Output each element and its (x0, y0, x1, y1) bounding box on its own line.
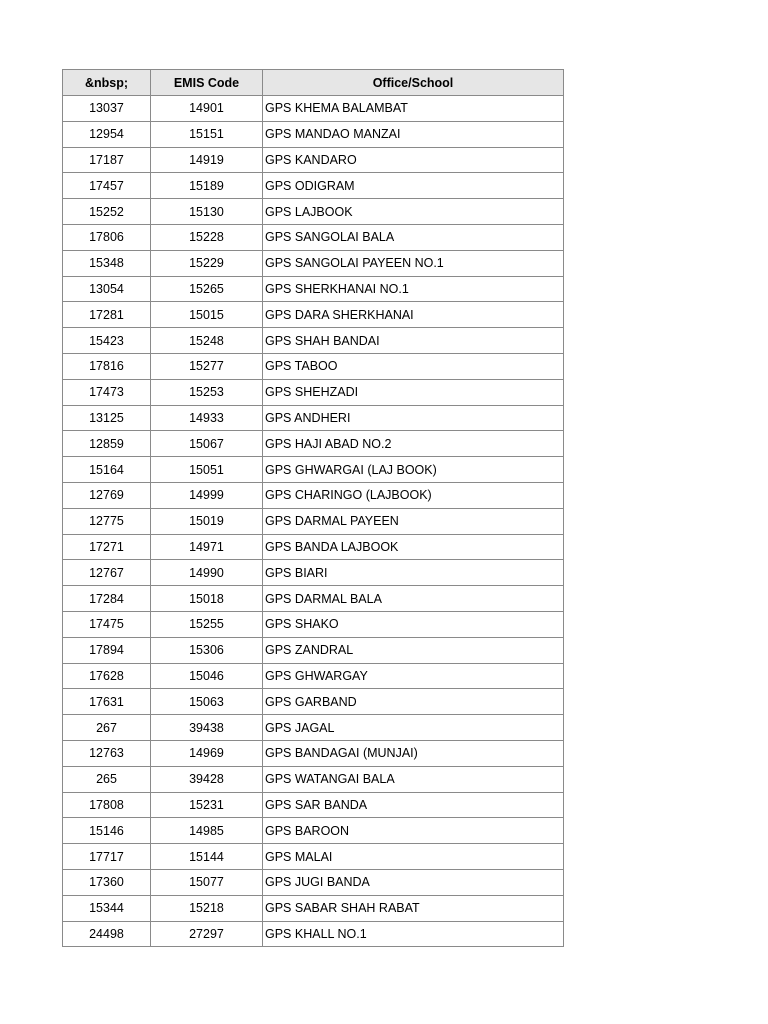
table-row (63, 302, 564, 328)
cell-emis-code: 15077 (151, 869, 263, 895)
cell-id: 12769 (63, 482, 151, 508)
cell-office-school: GPS KANDARO (263, 147, 564, 173)
cell-id: 17271 (63, 534, 151, 560)
cell-emis-code: 15051 (151, 457, 263, 483)
table-row (63, 689, 564, 715)
cell-id: 24498 (63, 921, 151, 947)
table-row (63, 379, 564, 405)
table-row (63, 96, 564, 122)
table-row (63, 534, 564, 560)
cell-emis-code: 15130 (151, 199, 263, 225)
cell-id: 265 (63, 766, 151, 792)
cell-id: 12763 (63, 740, 151, 766)
table-row (63, 560, 564, 586)
cell-emis-code: 39428 (151, 766, 263, 792)
cell-id: 17894 (63, 637, 151, 663)
cell-office-school: GPS KHALL NO.1 (263, 921, 564, 947)
table-row (63, 457, 564, 483)
cell-office-school: GPS GHWARGAY (263, 663, 564, 689)
column-header-id: &nbsp; (63, 70, 151, 96)
table-header-row (63, 70, 564, 96)
cell-id: 267 (63, 715, 151, 741)
table-row (63, 250, 564, 276)
cell-emis-code: 14901 (151, 96, 263, 122)
table-row (63, 508, 564, 534)
cell-id: 15344 (63, 895, 151, 921)
cell-id: 12775 (63, 508, 151, 534)
table-row (63, 199, 564, 225)
cell-id: 13054 (63, 276, 151, 302)
cell-emis-code: 15277 (151, 353, 263, 379)
cell-id: 17816 (63, 353, 151, 379)
cell-office-school: GPS HAJI ABAD NO.2 (263, 431, 564, 457)
table-row (63, 276, 564, 302)
table-row (63, 586, 564, 612)
cell-emis-code: 15218 (151, 895, 263, 921)
cell-emis-code: 15253 (151, 379, 263, 405)
cell-emis-code: 15063 (151, 689, 263, 715)
cell-office-school: GPS GARBAND (263, 689, 564, 715)
table-row (63, 869, 564, 895)
cell-emis-code: 14985 (151, 818, 263, 844)
cell-emis-code: 14990 (151, 560, 263, 586)
table-row (63, 224, 564, 250)
table-row (63, 328, 564, 354)
cell-office-school: GPS BANDA LAJBOOK (263, 534, 564, 560)
cell-id: 15423 (63, 328, 151, 354)
cell-id: 17473 (63, 379, 151, 405)
cell-emis-code: 14999 (151, 482, 263, 508)
cell-office-school: GPS BIARI (263, 560, 564, 586)
cell-id: 12767 (63, 560, 151, 586)
cell-id: 17284 (63, 586, 151, 612)
cell-office-school: GPS BAROON (263, 818, 564, 844)
table-row (63, 740, 564, 766)
cell-emis-code: 15018 (151, 586, 263, 612)
cell-office-school: GPS SANGOLAI PAYEEN NO.1 (263, 250, 564, 276)
cell-office-school: GPS CHARINGO (LAJBOOK) (263, 482, 564, 508)
cell-office-school: GPS ODIGRAM (263, 173, 564, 199)
cell-id: 15164 (63, 457, 151, 483)
cell-emis-code: 14971 (151, 534, 263, 560)
cell-emis-code: 39438 (151, 715, 263, 741)
cell-id: 17475 (63, 611, 151, 637)
cell-emis-code: 15229 (151, 250, 263, 276)
cell-emis-code: 27297 (151, 921, 263, 947)
column-header-emis-code: EMIS Code (151, 70, 263, 96)
cell-id: 17187 (63, 147, 151, 173)
table-row (63, 173, 564, 199)
table-row (63, 792, 564, 818)
cell-office-school: GPS SANGOLAI BALA (263, 224, 564, 250)
cell-id: 15146 (63, 818, 151, 844)
cell-id: 17631 (63, 689, 151, 715)
cell-office-school: GPS LAJBOOK (263, 199, 564, 225)
cell-id: 17808 (63, 792, 151, 818)
cell-id: 12954 (63, 121, 151, 147)
table-row (63, 353, 564, 379)
cell-emis-code: 14933 (151, 405, 263, 431)
table-body (63, 96, 564, 947)
cell-office-school: GPS SABAR SHAH RABAT (263, 895, 564, 921)
cell-emis-code: 15231 (151, 792, 263, 818)
cell-emis-code: 15255 (151, 611, 263, 637)
cell-id: 17457 (63, 173, 151, 199)
cell-emis-code: 15248 (151, 328, 263, 354)
cell-office-school: GPS DARA SHERKHANAI (263, 302, 564, 328)
cell-office-school: GPS WATANGAI BALA (263, 766, 564, 792)
cell-id: 17281 (63, 302, 151, 328)
table-row (63, 921, 564, 947)
cell-office-school: GPS JAGAL (263, 715, 564, 741)
table-row (63, 482, 564, 508)
cell-office-school: GPS MANDAO MANZAI (263, 121, 564, 147)
cell-office-school: GPS MALAI (263, 844, 564, 870)
cell-office-school: GPS SHAKO (263, 611, 564, 637)
cell-id: 12859 (63, 431, 151, 457)
cell-office-school: GPS KHEMA BALAMBAT (263, 96, 564, 122)
cell-office-school: GPS GHWARGAI (LAJ BOOK) (263, 457, 564, 483)
cell-office-school: GPS SHEHZADI (263, 379, 564, 405)
cell-emis-code: 15019 (151, 508, 263, 534)
cell-office-school: GPS ZANDRAL (263, 637, 564, 663)
table-row (63, 611, 564, 637)
cell-emis-code: 14919 (151, 147, 263, 173)
cell-office-school: GPS TABOO (263, 353, 564, 379)
table-row (63, 637, 564, 663)
cell-id: 15348 (63, 250, 151, 276)
cell-id: 17628 (63, 663, 151, 689)
table-row (63, 431, 564, 457)
table-row (63, 818, 564, 844)
table-row (63, 663, 564, 689)
cell-emis-code: 15151 (151, 121, 263, 147)
cell-office-school: GPS DARMAL BALA (263, 586, 564, 612)
cell-id: 15252 (63, 199, 151, 225)
cell-emis-code: 15228 (151, 224, 263, 250)
cell-emis-code: 15144 (151, 844, 263, 870)
cell-office-school: GPS ANDHERI (263, 405, 564, 431)
cell-office-school: GPS SAR BANDA (263, 792, 564, 818)
cell-office-school: GPS SHAH BANDAI (263, 328, 564, 354)
cell-office-school: GPS BANDAGAI (MUNJAI) (263, 740, 564, 766)
cell-id: 17360 (63, 869, 151, 895)
table-row (63, 121, 564, 147)
cell-id: 13125 (63, 405, 151, 431)
cell-id: 17806 (63, 224, 151, 250)
cell-office-school: GPS DARMAL PAYEEN (263, 508, 564, 534)
cell-emis-code: 15189 (151, 173, 263, 199)
cell-office-school: GPS JUGI BANDA (263, 869, 564, 895)
table-row (63, 715, 564, 741)
cell-emis-code: 15306 (151, 637, 263, 663)
cell-office-school: GPS SHERKHANAI NO.1 (263, 276, 564, 302)
cell-emis-code: 15015 (151, 302, 263, 328)
column-header-office-school: Office/School (263, 70, 564, 96)
cell-id: 17717 (63, 844, 151, 870)
school-table (62, 69, 564, 947)
table-row (63, 844, 564, 870)
cell-emis-code: 15067 (151, 431, 263, 457)
table-row (63, 405, 564, 431)
cell-emis-code: 15265 (151, 276, 263, 302)
table-row (63, 147, 564, 173)
table-row (63, 895, 564, 921)
cell-id: 13037 (63, 96, 151, 122)
cell-emis-code: 14969 (151, 740, 263, 766)
cell-emis-code: 15046 (151, 663, 263, 689)
table-row (63, 766, 564, 792)
